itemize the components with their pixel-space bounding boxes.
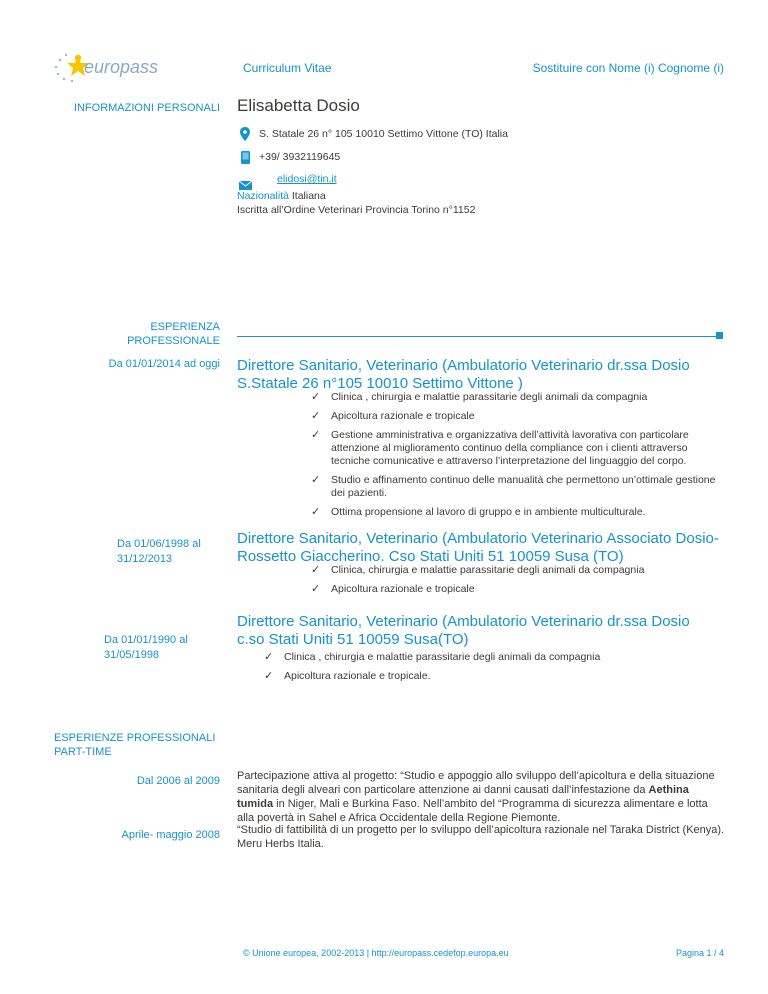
job-3-title: Direttore Sanitario, Veterinario (Ambulatorio Veterinario dr.ssa Dosio c.so Stati Uniti 51 10059 Susa(TO) [237,613,690,648]
nationality-value: Italiana [291,190,326,202]
job-3-dates-line1: Da 01/01/1990 al [104,634,188,646]
name-placeholder: Sostituire con Nome (i) Cognome (i) [532,61,724,75]
section-label-experience [20,320,220,348]
job-2-dates-line2: 31/12/2013 [117,553,173,565]
job-2-dates-line1: Da 01/06/1998 al [117,538,201,550]
job-1-list [311,391,721,525]
job-1-dates: Da 01/01/2014 ad oggi [108,358,220,370]
section-divider [237,336,717,337]
job-3-dates [104,633,188,663]
list-item: ✓ Apicoltura razionale e tropicale. [264,670,431,682]
address: S. Statale 26 n° 105 10010 Settimo Vittone (TO) Italia [259,128,508,140]
phone-icon [241,151,250,169]
nationality-row [237,190,326,202]
job-3-list [264,651,724,689]
section-label-parttime-line2: PART-TIME [54,746,112,758]
list-item: ✓ Clinica, chirurgia e malattie parassitarie degli animali da compagnia [311,564,645,576]
footer-copyright: © Unione europea, 2002-2013 | http://europass.cedefop.europa.eu [243,948,509,958]
list-item: ✓ Apicoltura razionale e tropicale [311,583,475,595]
europass-logo [52,50,162,84]
nationality-label: Nazionalità [237,190,289,202]
list-item: ✓ Clinica , chirurgia e malattie parassitarie degli animali da compagnia [264,651,601,663]
section-label-personal: INFORMAZIONI PERSONALI [73,102,220,114]
check-icon: ✓ [311,391,321,403]
full-name: Elisabetta Dosio [237,96,360,115]
doc-type: Curriculum Vitae [243,61,332,75]
footer-page: Pagina 1 / 4 [675,948,724,958]
parttime-2-dates: Aprile- maggio 2008 [121,829,220,841]
section-label-experience-line2: PROFESSIONALE [127,335,220,347]
list-item: ✓ Ottima propensione al lavoro di gruppo e in ambiente multiculturale. [311,506,646,518]
parttime-1-dates: Dal 2006 al 2009 [136,775,220,787]
job-3-dates-line2: 31/05/1998 [104,649,160,661]
location-pin-icon [240,127,250,146]
logo-text: europass [84,57,159,77]
check-icon: ✓ [311,564,321,576]
section-label-experience-line1: ESPERIENZA [150,321,220,333]
check-icon: ✓ [311,410,321,422]
list-item: ✓ Studio e affinamento continuo delle manualità che permettono un’ottimale gestione dei pazienti. [311,474,716,499]
job-2-list [311,564,721,602]
list-item: ✓ Clinica , chirurgia e malattie parassitarie degli animali da compagnia [311,391,648,403]
parttime-1-text-before: Partecipazione attiva al progetto: “Studio e appoggio allo sviluppo dell’apicoltura e della situazione sanitaria degli alveari con particolare attenzione ai danni causati dall’infestazione da [237,770,715,796]
job-2-dates [117,537,201,567]
check-icon: ✓ [264,651,274,663]
section-divider-square [716,332,723,339]
registration: Iscritta all’Ordine Veterinari Provincia Torino n°1152 [237,204,476,216]
job-1-title: Direttore Sanitario, Veterinario (Ambulatorio Veterinario dr.ssa Dosio S.Statale 26 n°105 10010 Settimo Vittone ) [237,357,690,392]
section-label-parttime [54,731,215,759]
job-2-title: Direttore Sanitario, Veterinario (Ambulatorio Veterinario Associato Dosio- Rossetto Giaccherino. Cso Stati Uniti 51 10059 Susa (TO) [237,530,719,565]
parttime-1-text-after: in Niger, Mali e Burkina Faso. Nell’ambito del “Programma di sicurezza alimentare e lotta alla povertà in Sahel e Africa Occidentale della Regione Piemonte. [237,798,708,824]
phone: +39/ 3932119645 [259,151,341,163]
section-label-parttime-line1: ESPERIENZE PROFESSIONALI [54,732,216,744]
parttime-1-text [237,769,727,825]
check-icon: ✓ [264,670,274,682]
list-item: ✓ Gestione amministrativa e organizzativa dell’attività lavorativa con particolare attenzione al miglioramento continuo della compliance con i clienti attraverso tecniche comunicative e attraverso l’interpretazione del linguaggio del corpo. [311,429,689,467]
parttime-2-text: “Studio di fattibilità di un progetto per lo sviluppo dell’apicoltura razionale nel Taraka District (Kenya). Meru Herbs Italia. [237,824,725,850]
check-icon: ✓ [311,429,321,441]
list-item: ✓ Apicoltura razionale e tropicale [311,410,475,422]
check-icon: ✓ [311,583,321,595]
check-icon: ✓ [311,506,321,518]
parttime-1-text-bold: Aethina tumida [237,784,689,810]
email-link[interactable]: elidosi@tin.it [277,173,337,185]
check-icon: ✓ [311,474,321,486]
